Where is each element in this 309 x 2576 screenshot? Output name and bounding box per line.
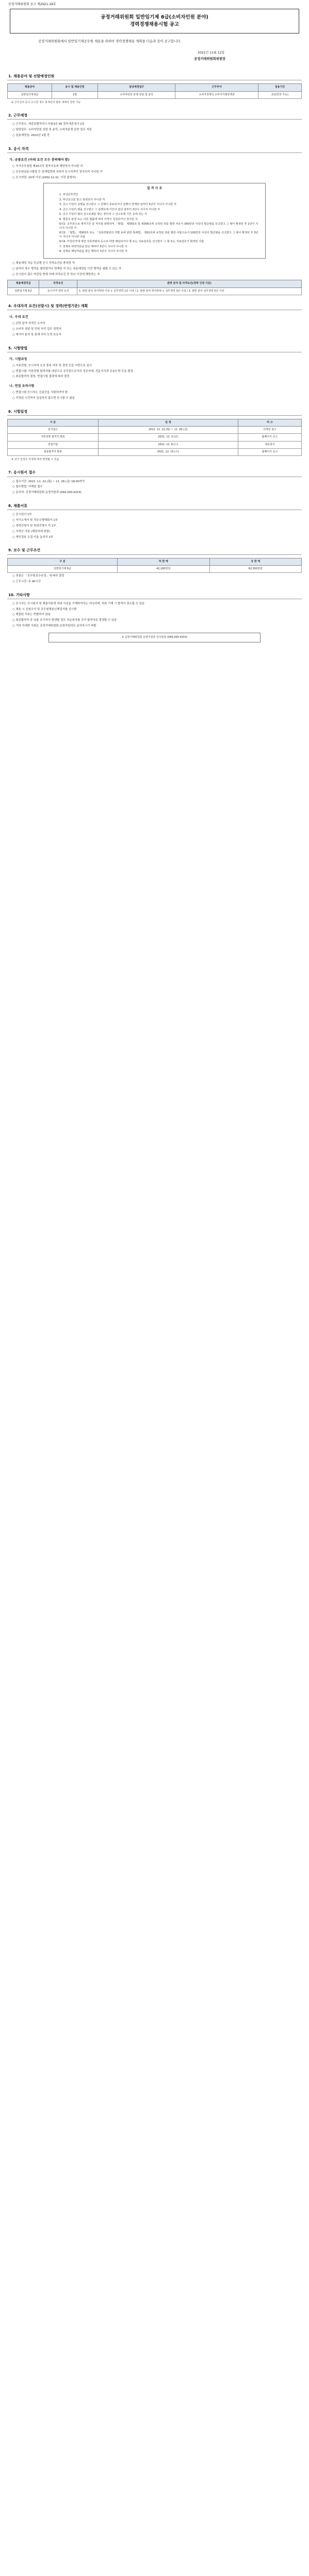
list-item: ○ 응시자는 응시원서 및 제출서류에 허위 사실을 기재하여서는 아니되며, 허위 기재 시 합격이 취소될 수 있음 [12,602,145,605]
table-cell: 원서접수 [8,427,99,434]
list-item: ○ 기타 자세한 사항은 공정거래위원회 운영지원과로 문의하시기 바람 [12,624,96,628]
list-item: 7. 징계로 파면처분을 받은 때부터 5년이 지나지 아니한 자 [59,245,127,248]
section-title-5: 5. 시험방법 [7,346,302,352]
section-title-1: 1. 채용분야 및 선발예정인원 [7,74,302,80]
section-title-4: 4. 우대자격 요건(선발시) 및 경력(반영기준) 계획 [7,303,302,310]
list-item: ○ 자격증 사본 (해당자에 한함) [12,530,51,533]
table-header: 관련 분야 및 자격요건(경력 인정 기준) [77,280,302,287]
section-misc [7,592,302,643]
table-row [8,565,302,572]
section-documents [7,503,302,539]
section-title-6: 6. 시험일정 [7,409,302,416]
qualification-table [7,280,302,295]
title-box [10,9,299,34]
table-cell: 소비자정책국 소비자거래정책과 [175,91,258,98]
table-note: ※ 근무실적 등이 우수한 경우 총 5년의 범위 내에서 연장 가능 [11,100,81,104]
list-item: ○ 담당업무: 소비자민원 상담 및 분석, 소비자분쟁 관련 업무 지원 [12,128,92,132]
table-cell: 일반임기제 6급 [8,287,39,295]
table-cell: 홈페이지 공고 [238,434,301,441]
list-item: 6의3. 「형법」 제303조 또는 「성폭력범죄의 처벌 등에 관한 특례법」 제10조에 규정된 죄를 범한 사람으로서 100만원 이상의 벌금형을 선고받고 그 형이 확정된 후 3년이 지나지 아니한 사람 [59,231,258,239]
table-header: 채용분야 [8,84,52,91]
list-item: 1. 피성년후견인 [59,193,78,197]
list-item: ○ 개인정보 수집·이용 동의서 1부 [12,535,54,539]
table-header: 하 한 액 [118,558,209,565]
list-item: ○ 접수방법: 이메일 접수 [12,485,43,489]
table-cell: 면접시험 [8,441,99,448]
table-cell: 1. 관련 분야 석사학위 이상 + 실무경력 1년 이상 / 2. 관련 분야 학사학위 + 실무경력 3년 이상 / 3. 관련 분야 실무경력 5년 이상 [77,287,302,295]
list-item: ○ 국가공무원법 제33조의 결격사유에 해당하지 아니한 자 [12,164,83,168]
list-item: ○ 공무원임용시험령 등 관계법령에 의하여 응시자격이 정지되지 아니한 자 [12,170,103,174]
table-cell: 42,180천원 [118,565,209,572]
list-item: ○ 관련 분야 자격증 소지자 [12,322,45,326]
box-title: 결 격 사 유 [147,187,162,191]
subsection-title: 나. 우대 요건 [9,315,28,319]
list-item: ○ 데이터 분석 및 통계 처리 능력 보유자 [12,333,61,336]
list-item: 5. 금고 이상의 형의 선고유예를 받은 경우에 그 선고유예 기간 중에 있는 자 [59,213,148,216]
list-item: 4. 금고 이상의 형을 선고받고 그 집행유예 기간이 끝난 날부터 2년이 지나지 아니한 자 [59,208,160,211]
table-cell: 세종청사 [238,441,301,448]
section-eligibility [7,146,302,295]
table-header: 상 한 액 [209,558,302,565]
table-row [8,427,302,434]
intro-text: 공정거래위원회에서 일반임기제공무원 채용을 위하여 경력경쟁채용 계획을 다음과 같이 공고합니다. [38,39,182,44]
table-cell: 2021. 12. 8.(수) [98,441,238,448]
list-item: ○ 근무시간: 주 40시간 [12,580,41,583]
table-cell: 홈페이지 공고 [238,448,301,455]
table-header: 근무부서 [175,84,258,91]
table-header: 구 분 [8,558,118,565]
page [7,0,302,2576]
table-cell: 2021. 12. 15.(수) [98,448,238,455]
table-header: 일 정 [98,419,238,426]
list-item: ○ 최종합격자 결정: 면접시험 결과에 따라 결정 [12,375,70,379]
table-note: ※ 상기 일정은 사정에 따라 변경될 수 있음 [11,458,59,462]
list-item: ○ 자기소개서 및 직무수행계획서 1부 [12,519,58,522]
salary-table [7,558,302,573]
table-row [8,441,302,448]
list-item: ○ 채용 시 신원조사 및 공무원채용신체검사를 실시함 [12,607,77,611]
list-item: ○ 면접시험 응시자는 신분증을 지참하여야 함 [12,391,68,395]
announce-date: 2021년 11월 12일 [198,51,224,55]
organization-name: 공정거래위원회위원장 [194,57,225,61]
table-cell: 일반임기제 6급 [8,91,52,98]
contact-box: ※ 공정거래위원회 운영지원과 인사담당 (044-200-4153) [48,633,261,642]
schedule-table [7,419,302,456]
section-application [7,470,302,495]
table-header: 임용기간 [258,84,302,91]
table-header: 담당예정업무 [98,84,175,91]
list-item: ○ 지정된 시간까지 입실하지 않으면 응시할 수 없음 [12,396,75,400]
table-header: 자격요건 [39,280,77,287]
section-salary [7,548,302,584]
recruitment-table [7,83,302,99]
list-item: ○ 접수기간: 2021. 11. 22.(월) ~ 11. 26.(금) 18:00까지 [12,480,85,483]
list-item: ○ 임용예정일: 2022년 1월 중 [12,133,50,137]
table-cell: 2년(연장 가능) [258,91,302,98]
list-item: ○ 채용예정 직급 등급별 응시 자격요건을 충족한 자 [12,261,75,265]
list-item: ○ 면접시험: 서류전형 합격자를 대상으로 공무원으로서의 정신자세, 전문지식과 응용능력 등을 평정 [12,369,133,373]
section-title-10: 10. 기타사항 [7,592,302,599]
list-item: ○ 제출된 서류는 반환하지 않음 [12,613,51,617]
list-item: ○ 소비자 상담 및 민원 처리 업무 경력자 [12,327,61,331]
section-title-9: 9. 보수 및 근무조건 [7,548,302,554]
list-item: 6. 법원의 판결 또는 다른 법률에 따라 자격이 상실되거나 정지된 자 [59,217,138,221]
table-cell: 62,550천원 [209,565,302,572]
table-cell: 소비자민원 분쟁 상담 및 분석 [98,91,175,98]
list-item: ○ 근무장소: 세종특별자치시 다솜3로 95 정부세종청사 2동 [12,123,85,126]
table-header: 채용예정직급 [8,280,39,287]
list-item: ○ 경력증명서 및 학위증명서 각 1부 [12,524,56,528]
list-item: ○ 남자의 경우 병역을 필하였거나 면제된 자 또는 임용예정일 이전 병역을 필할 수 있는 자 [12,267,121,270]
table-row [8,434,302,441]
section-title-2: 2. 근무예정 [7,113,302,120]
section-recruitment [7,74,302,105]
list-item: 6의2. 공무원으로 재직기간 중 직무와 관련하여 「형법」 제355조 및 제356조에 규정된 죄를 범한 자로서 300만원 이상의 벌금형을 선고받고 그 형이 확정된 후 2년이 지나지 아니한 자 [59,223,258,230]
title-line-2: 경력경쟁채용시험 공고 [129,21,180,27]
list-item: ○ 문의처: 공정거래위원회 운영지원과 (044-200-4153) [12,491,82,495]
table-row [8,91,302,98]
table-row [8,448,302,455]
subsection-title: 가. 시험과정 [9,357,27,361]
table-cell: 최종합격자 발표 [8,448,99,455]
section-title-8: 8. 제출서류 [7,503,302,510]
table-cell: 2021. 11. 22.(월) ~ 11. 26.(금) [98,427,238,434]
table-header: 응시 및 채용인원 [52,84,97,91]
subsection-title: 가. 공통요건 (아래 요건 모두 충족해야 함) [9,158,70,162]
table-header: 비 고 [238,419,301,426]
list-item: ○ 연봉은 「공무원보수규정」에 따라 결정 [12,574,64,578]
list-item: ○ 서류전형: 응시자격 요건 충족 여부 및 경력 등을 서면으로 심사 [12,364,92,367]
section-preference [7,303,302,337]
list-item: 8. 징계로 해임처분을 받은 때부터 3년이 지나지 아니한 자 [59,250,127,253]
list-item: ○ 최종합격자 중 임용 포기자가 발생할 경우 차순위자를 추가 합격자로 결정할 수 있음 [12,619,117,622]
list-item: ○ 응시연령: 20세 이상 (2002.12.31. 이전 출생자) [12,176,76,179]
section-exam-method [7,346,302,401]
list-item: 2. 파산선고를 받고 복권되지 아니한 자 [59,198,105,201]
table-cell: 이메일 접수 [238,427,301,434]
list-item: 6의4. 미성년자에 대한 성폭력범죄 등으로 파면·해임되거나 형 또는 치료감호를 선고받아 그 형 또는 치료감호가 확정된 사람 [59,240,204,244]
table-cell: 응시자격 경력 요건 [39,287,77,295]
table-row [8,287,302,295]
table-cell: 2021. 12. 3.(금) [98,434,238,441]
section-title-7: 7. 응시원서 접수 [7,470,302,477]
list-item: 3. 금고 이상의 실형을 선고받고 그 집행이 종료되거나 집행이 면제된 날부터 5년이 지나지 아니한 자 [59,203,176,207]
disqualification-box [43,183,266,259]
table-cell: 일반임기제 6급 [8,565,118,572]
notice-number: 공정거래위원회 공고 제2021-19호 [8,3,56,6]
list-item: ○ 응시원서 1부 [12,513,32,517]
subsection-title: 나. 면접 유의사항 [9,384,35,388]
table-cell: 1명 [52,91,97,98]
section-title-3: 3. 응시 자격 [7,146,302,153]
title-line-1: 공정거래위원회 일반임기제 6급(소비자민원 분야) [101,14,208,20]
section-work [7,113,302,138]
table-cell: 서류전형 합격자 발표 [8,434,99,441]
section-schedule [7,409,302,462]
list-item: ○ 응시원서 접수 마감일 현재 아래 자격요건 중 하나 이상에 해당하는 자 [12,273,100,276]
table-header: 구 분 [8,419,99,426]
